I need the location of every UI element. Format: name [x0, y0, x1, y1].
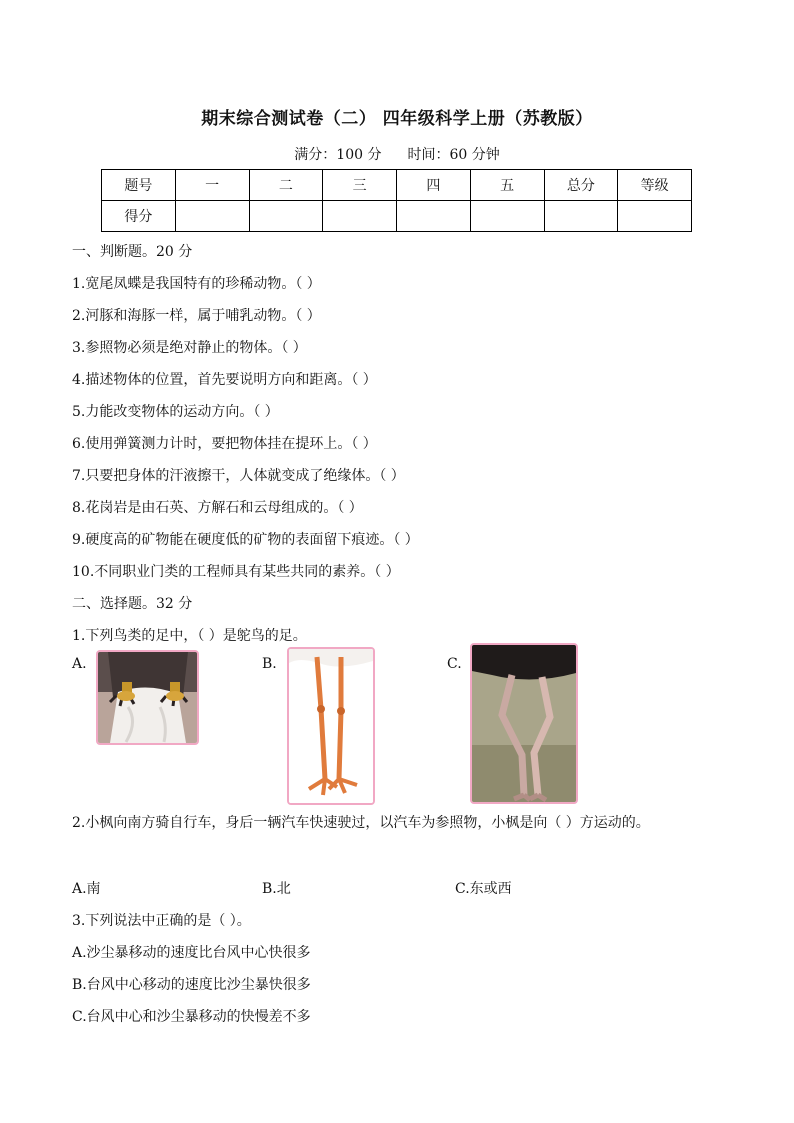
choice-q2-option-a: A.南 — [72, 881, 101, 897]
choice-q2-stem: 2.小枫向南方骑自行车，身后一辆汽车快速驶过，以汽车为参照物，小枫是向（ ）方运动的。 — [72, 815, 650, 831]
score-table-header-row — [102, 170, 692, 201]
score-header-cell: 一 — [175, 170, 249, 201]
full-score: 满分：100 分 — [294, 147, 382, 163]
score-header-cell: 四 — [397, 170, 471, 201]
choice-q1-option-c: C. — [447, 656, 462, 672]
choice-q2-option-b: B.北 — [262, 881, 291, 897]
judge-item-3: 3.参照物必须是绝对静止的物体。（ ） — [72, 340, 307, 356]
score-cell[interactable] — [249, 201, 323, 232]
judge-item-7: 7.只要把身体的汗液擦干，人体就变成了绝缘体。（ ） — [72, 468, 405, 484]
choice-q1-option-a: A. — [72, 656, 87, 672]
section2-heading: 二、选择题。32 分 — [72, 596, 193, 612]
judge-item-6: 6.使用弹簧测力计时，要把物体挂在提环上。（ ） — [72, 436, 377, 452]
judge-item-9: 9.硬度高的矿物能在硬度低的矿物的表面留下痕迹。（ ） — [72, 532, 419, 548]
score-header-cell: 题号 — [102, 170, 176, 201]
score-header-cell: 等级 — [618, 170, 692, 201]
eagle-talons-image — [96, 650, 199, 745]
score-cell[interactable] — [175, 201, 249, 232]
score-row-label: 得分 — [102, 201, 176, 232]
exam-info — [0, 144, 794, 164]
choice-q1-stem: 1.下列鸟类的足中，（ ）是鸵鸟的足。 — [72, 628, 307, 644]
score-cell[interactable] — [470, 201, 544, 232]
choice-q1-option-b: B. — [262, 656, 277, 672]
score-table-score-row — [102, 201, 692, 232]
choice-q3-option-b: B.台风中心移动的速度比沙尘暴快很多 — [72, 977, 311, 993]
judge-item-2: 2.河豚和海豚一样，属于哺乳动物。（ ） — [72, 308, 321, 324]
page-title: 期末综合测试卷（二） 四年级科学上册（苏教版） — [201, 109, 593, 129]
score-cell[interactable] — [544, 201, 618, 232]
score-header-cell: 总分 — [544, 170, 618, 201]
judge-item-8: 8.花岗岩是由石英、方解石和云母组成的。（ ） — [72, 500, 363, 516]
section1-heading: 一、判断题。20 分 — [72, 244, 193, 260]
score-header-cell: 五 — [470, 170, 544, 201]
score-table — [101, 169, 692, 232]
choice-q3-option-a: A.沙尘暴移动的速度比台风中心快很多 — [72, 945, 311, 961]
exam-time: 时间：60 分钟 — [407, 147, 500, 163]
score-cell[interactable] — [397, 201, 471, 232]
judge-item-5: 5.力能改变物体的运动方向。（ ） — [72, 404, 279, 420]
judge-item-10: 10.不同职业门类的工程师具有某些共同的素养。（ ） — [72, 564, 400, 580]
crane-legs-image — [287, 647, 375, 805]
score-header-cell: 三 — [323, 170, 397, 201]
score-header-cell: 二 — [249, 170, 323, 201]
score-cell[interactable] — [323, 201, 397, 232]
judge-item-4: 4.描述物体的位置，首先要说明方向和距离。（ ） — [72, 372, 377, 388]
ostrich-legs-image — [470, 643, 578, 804]
choice-q2-option-c: C.东或西 — [455, 881, 512, 897]
score-cell[interactable] — [618, 201, 692, 232]
choice-q3-option-c: C.台风中心和沙尘暴移动的快慢差不多 — [72, 1009, 311, 1025]
judge-item-1: 1.宽尾凤蝶是我国特有的珍稀动物。（ ） — [72, 276, 321, 292]
choice-q3-stem: 3.下列说法中正确的是（ ）。 — [72, 913, 251, 929]
